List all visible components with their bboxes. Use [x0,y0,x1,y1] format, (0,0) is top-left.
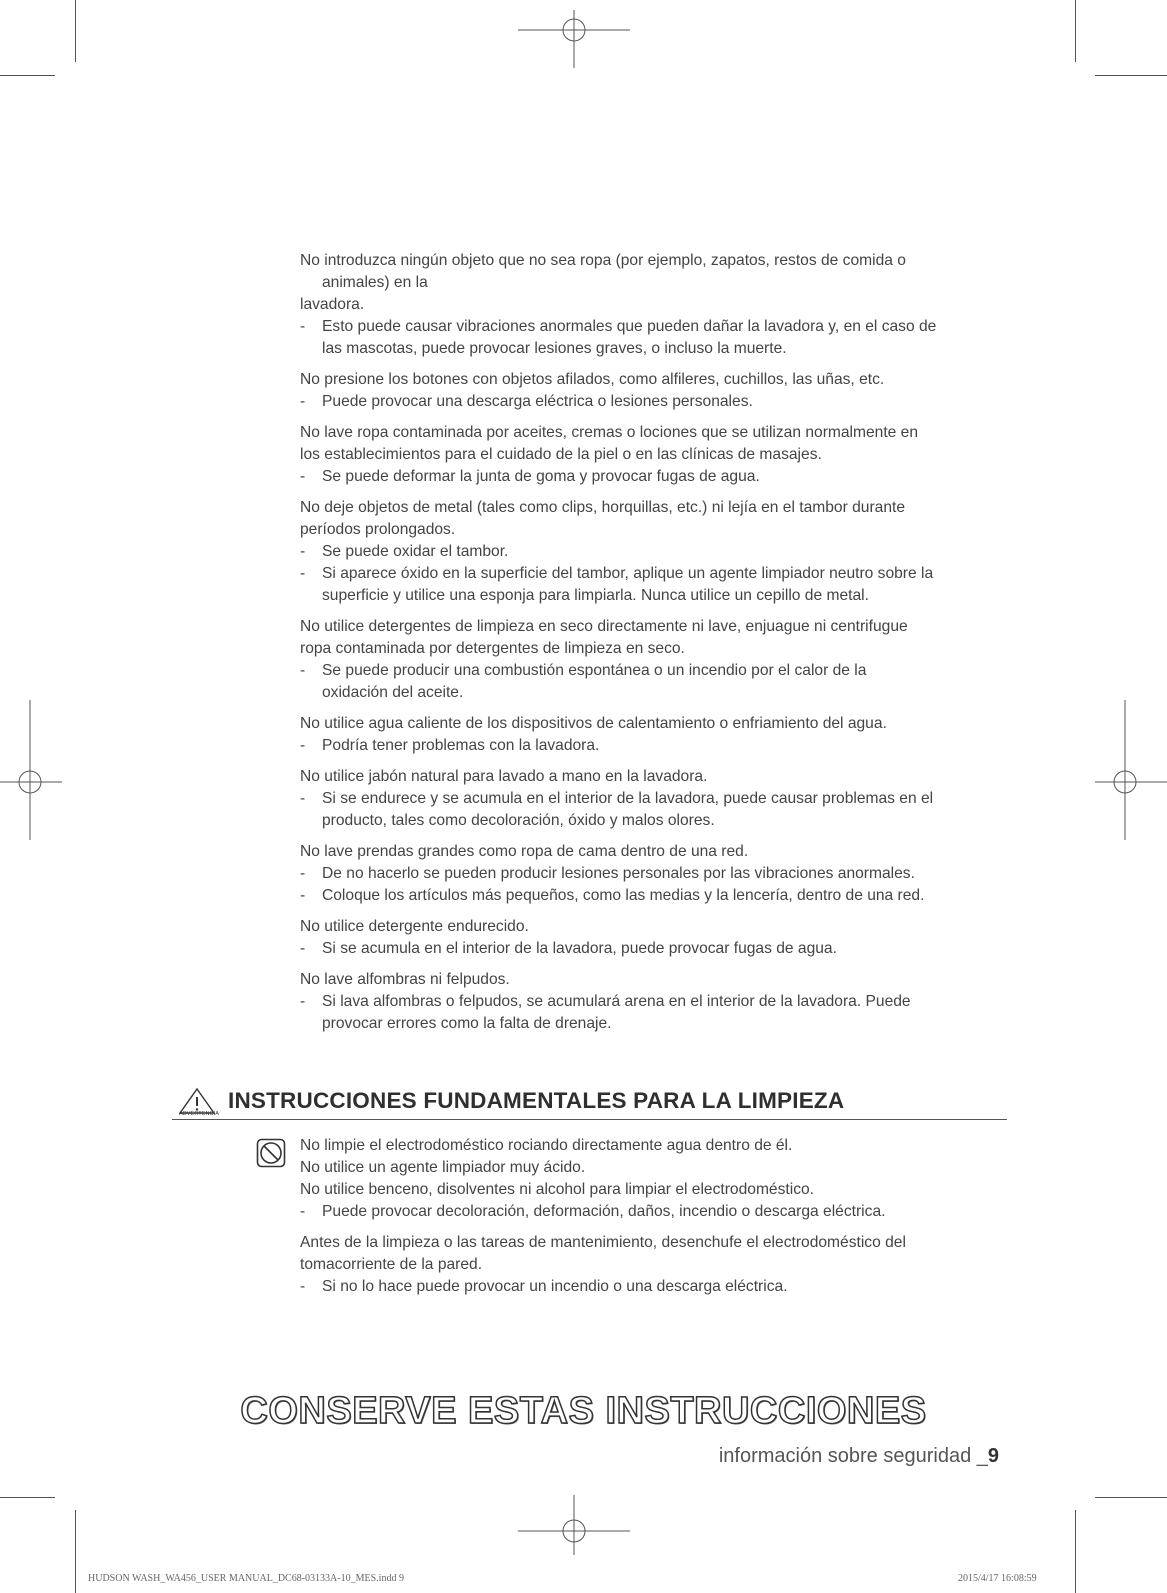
item-detail [300,660,1007,704]
crop-mark [1075,0,1076,62]
dash-bullet: - [300,468,306,485]
dash-bullet: - [300,865,306,882]
item-detail [300,541,1007,563]
registration-mark-icon [1095,700,1167,840]
item-detail [300,863,1007,885]
item-text: No utilice jabón natural para lavado a mano en la lavadora. [300,768,708,785]
crop-mark [75,1510,76,1593]
dash-bullet: - [300,737,306,754]
detail-line: provocar errores como la falta de drenaje. [322,1015,612,1032]
item-text: No deje objetos de metal (tales como clips, horquillas, etc.) ni lejía en el tambor durante [300,499,906,516]
crop-mark [75,0,76,62]
detail-line: De no hacerlo se pueden producir lesiones personales por las vibraciones anormales. [322,865,915,882]
detail-line: Si se acumula en el interior de la lavadora, puede provocar fugas de agua. [322,940,837,957]
registration-mark-icon [518,1495,630,1555]
list-item [300,422,1007,488]
crop-mark [1075,1510,1076,1593]
item-text: No presione los botones con objetos afilados, como alfileres, cuchillos, las uñas, etc. [300,371,885,388]
section-heading [172,1083,1007,1120]
registration-mark-icon [0,700,62,840]
dash-bullet: - [300,940,306,957]
crop-mark [0,75,55,76]
registration-mark-icon [518,10,630,68]
item-detail [300,316,1007,360]
list-item [300,766,1007,832]
dash-bullet: - [300,393,306,410]
detail-line: Esto puede causar vibraciones anormales que pueden dañar la lavadora y, en el caso de [322,318,937,335]
item-text: los establecimientos para el cuidado de la piel o en las clínicas de masajes. [300,446,822,463]
dash-bullet: - [300,1278,306,1295]
imprint-file: HUDSON WASH_WA456_USER MANUAL_DC68-03133A-10_MES.indd 9 [88,1573,404,1584]
list-item [300,250,1007,360]
detail-line: oxidación del aceite. [322,684,464,701]
dash-bullet: - [300,1203,306,1220]
list-item [300,916,1007,960]
item-text: animales) en la [322,274,428,291]
item-detail [300,788,1007,832]
item-text: lavadora. [300,296,365,313]
item-detail [300,991,1007,1035]
item-text: tomacorriente de la pared. [300,1256,483,1273]
list-item [300,1232,1007,1298]
list-item [300,616,1007,704]
item-detail [300,1276,1007,1298]
detail-line: superficie y utilice una esponja para limpiarla. Nunca utilice un cepillo de metal. [322,587,869,604]
item-detail [300,1201,1007,1223]
item-text: No utilice benceno, disolventes ni alcohol para limpiar el electrodoméstico. [300,1181,814,1198]
dash-bullet: - [300,993,306,1010]
detail-line: las mascotas, puede provocar lesiones graves, o incluso la muerte. [322,340,787,357]
safety-list [300,250,1007,1044]
detail-line: Podría tener problemas con la lavadora. [322,737,600,754]
detail-line: Si aparece óxido en la superficie del tambor, aplique un agente limpiador neutro sobre la [322,565,934,582]
footer-section-name: información sobre seguridad _ [718,1445,988,1467]
detail-line: Se puede oxidar el tambor. [322,543,509,560]
detail-line: Si se endurece y se acumula en el interior de la lavadora, puede causar problemas en el [322,790,934,807]
dash-bullet: - [300,543,306,560]
section-title: INSTRUCCIONES FUNDAMENTALES PARA LA LIMPIEZA [228,1088,845,1113]
item-detail [300,391,1007,413]
item-detail [300,885,1007,907]
item-text: No lave ropa contaminada por aceites, cremas o lociones que se utilizan normalmente en [300,424,919,441]
item-detail [300,466,1007,488]
dash-bullet: - [300,887,306,904]
detail-line: Si lava alfombras o felpudos, se acumulará arena en el interior de la lavadora. Puede [322,993,911,1010]
item-text: No lave alfombras ni felpudos. [300,971,510,988]
item-text: No limpie el electrodoméstico rociando directamente agua dentro de él. [300,1137,793,1154]
detail-line: Se puede deformar la junta de goma y provocar fugas de agua. [322,468,760,485]
item-text: No introduzca ningún objeto que no sea ropa (por ejemplo, zapatos, restos de comida o [300,252,906,269]
closing-title: CONSERVE ESTAS INSTRUCCIONES [240,1390,927,1432]
dash-bullet: - [300,565,306,582]
dash-bullet: - [300,662,306,679]
detail-line: producto, tales como decoloración, óxido y malos olores. [322,812,715,829]
detail-line: Se puede producir una combustión espontánea o un incendio por el calor de la [322,662,867,679]
list-item [300,713,1007,757]
item-text: No utilice detergente endurecido. [300,918,529,935]
list-item [300,969,1007,1035]
prohibited-icon [256,1138,286,1168]
item-text: No utilice agua caliente de los dispositivos de calentamiento o enfriamiento del agua. [300,715,887,732]
list-item [300,369,1007,413]
item-text: ropa contaminada por detergentes de limpieza en seco. [300,640,685,657]
page-number: 9 [987,1445,999,1467]
item-text: Antes de la limpieza o las tareas de mantenimiento, desenchufe el electrodoméstico del [300,1234,906,1251]
crop-mark [0,1497,55,1498]
cleaning-list [300,1135,1007,1307]
item-text: No utilice un agente limpiador muy ácido. [300,1159,586,1176]
detail-line: Puede provocar decoloración, deformación, daños, incendio o descarga eléctrica. [322,1203,886,1220]
detail-line: Si no lo hace puede provocar un incendio o una descarga eléctrica. [322,1278,788,1295]
dash-bullet: - [300,318,306,335]
page-footer [719,1445,999,1468]
list-item [300,1135,1007,1223]
warning-label: ADVERTENCIA [178,1111,220,1117]
list-item [300,841,1007,907]
item-text: períodos prolongados. [300,521,456,538]
crop-mark [1095,1497,1167,1498]
dash-bullet: - [300,790,306,807]
item-text: No utilice detergentes de limpieza en seco directamente ni lave, enjuague ni centrifugue [300,618,908,635]
item-detail [300,938,1007,960]
list-item [300,497,1007,607]
crop-mark [1095,75,1167,76]
detail-line: Puede provocar una descarga eléctrica o lesiones personales. [322,393,753,410]
item-detail [300,563,1007,607]
item-text: No lave prendas grandes como ropa de cama dentro de una red. [300,843,749,860]
item-detail [300,735,1007,757]
imprint-timestamp: 2015/4/17 16:08:59 [958,1573,1037,1584]
detail-line: Coloque los artículos más pequeños, como las medias y la lencería, dentro de una red. [322,887,925,904]
